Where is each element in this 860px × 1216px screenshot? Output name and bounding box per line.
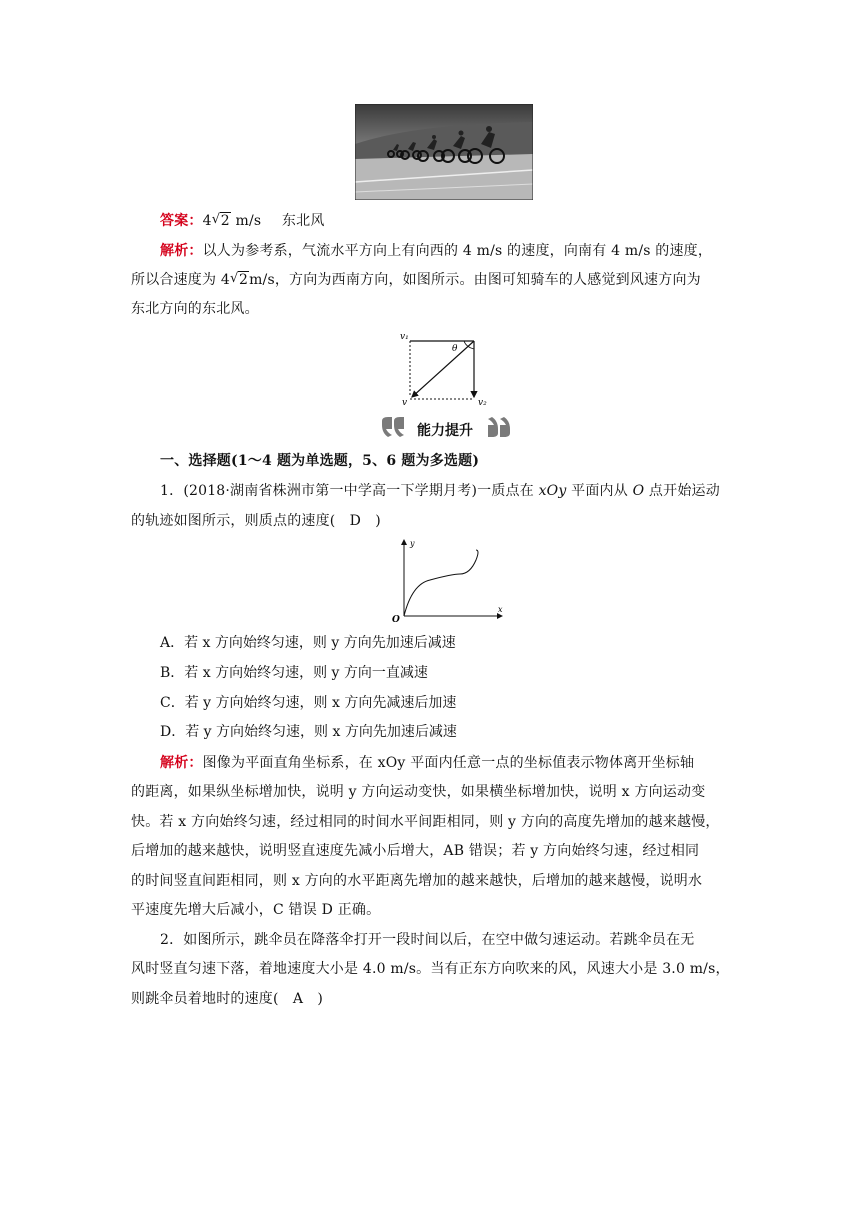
answer-direction: 东北风 xyxy=(281,213,325,229)
close-quote-icon xyxy=(488,417,510,437)
q2-line3: 则跳伞员着地时的速度( A ) xyxy=(131,991,324,1007)
section-title: 一、选择题(1～4 题为单选题，5、6 题为多选题) xyxy=(160,453,480,469)
analysis2-line1: 解析：图像为平面直角坐标系，在 xOy 平面内任意一点的坐标值表示物体离开坐标轴 xyxy=(160,755,695,771)
v-label: v xyxy=(402,398,408,408)
analysis2-line2: 的距离，如果纵坐标增加快，说明 y 方向运动变快，如果横坐标增加快，说明 x 方向运动变 xyxy=(131,784,706,800)
section-banner xyxy=(380,415,512,445)
analysis1-line2: 所以合速度为 4√ 2m/s，方向为西南方向，如图所示。由图可知骑车的人感觉到风速方向为 xyxy=(131,269,731,291)
analysis1-line1: 解析：以人为参考系，气流水平方向上有向西的 4 m/s 的速度，向南有 4 m/s 的速度， xyxy=(160,243,713,259)
answer-coef: 4 xyxy=(202,213,212,229)
cyclists-photo xyxy=(355,104,533,200)
vector-diagram xyxy=(398,327,494,409)
y-axis-label: y xyxy=(410,539,415,548)
v1-label: v₁ xyxy=(400,332,409,342)
answer-line xyxy=(160,210,731,232)
theta-label: θ xyxy=(452,344,458,354)
analysis2-label: 解析： xyxy=(160,755,203,771)
answer-label: 答案： xyxy=(160,213,203,229)
analysis2-line4: 后增加的越来越快，说明竖直速度先减小后增大，AB 错误；若 y 方向始终匀速，经过相同 xyxy=(131,843,700,859)
v2-label: v₂ xyxy=(478,398,487,408)
analysis2-line6: 平速度先增大后减小，C 错误 D 正确。 xyxy=(131,902,381,918)
option-c: C．若 y 方向始终匀速，则 x 方向先减速后加速 xyxy=(160,695,457,711)
option-d: D．若 y 方向始终匀速，则 x 方向先加速后减速 xyxy=(160,724,457,740)
banner-title: 能力提升 xyxy=(417,423,473,439)
x-axis-label: x xyxy=(498,605,503,614)
option-b: B．若 x 方向始终匀速，则 y 方向一直减速 xyxy=(160,665,428,681)
analysis1-line3: 东北方向的东北风。 xyxy=(131,301,259,317)
q1-line1: 1．(2018·湖南省株洲市第一中学高一下学期月考)一质点在 xOy 平面内从 O 点开始运动 xyxy=(160,483,720,499)
origin-label: O xyxy=(392,615,400,622)
analysis2-line3: 快。若 x 方向始终匀速，经过相同的时间水平间距相同，则 y 方向的高度先增加的越来越慢， xyxy=(131,814,720,830)
q2-line2: 风时竖直匀速下落，着地速度大小是 4.0 m/s。当有正东方向吹来的风，风速大小是 3.0 m/s， xyxy=(131,961,730,977)
option-a: A．若 x 方向始终匀速，则 y 方向先加速后减速 xyxy=(160,635,456,651)
analysis2-line5: 的时间竖直间距相同，则 x 方向的水平距离先增加的越来越快，后增加的越来越慢，说明水 xyxy=(131,873,703,889)
trajectory-graph xyxy=(390,536,508,622)
answer-sqrt: √ 2 xyxy=(212,210,231,232)
open-quote-icon xyxy=(382,417,404,437)
answer-unit: m/s xyxy=(230,213,262,229)
q1-line2: 的轨迹如图所示，则质点的速度( D ) xyxy=(131,513,381,529)
analysis1-label: 解析： xyxy=(160,243,203,259)
q2-line1: 2．如图所示，跳伞员在降落伞打开一段时间以后，在空中做匀速运动。若跳伞员在无 xyxy=(160,932,695,948)
